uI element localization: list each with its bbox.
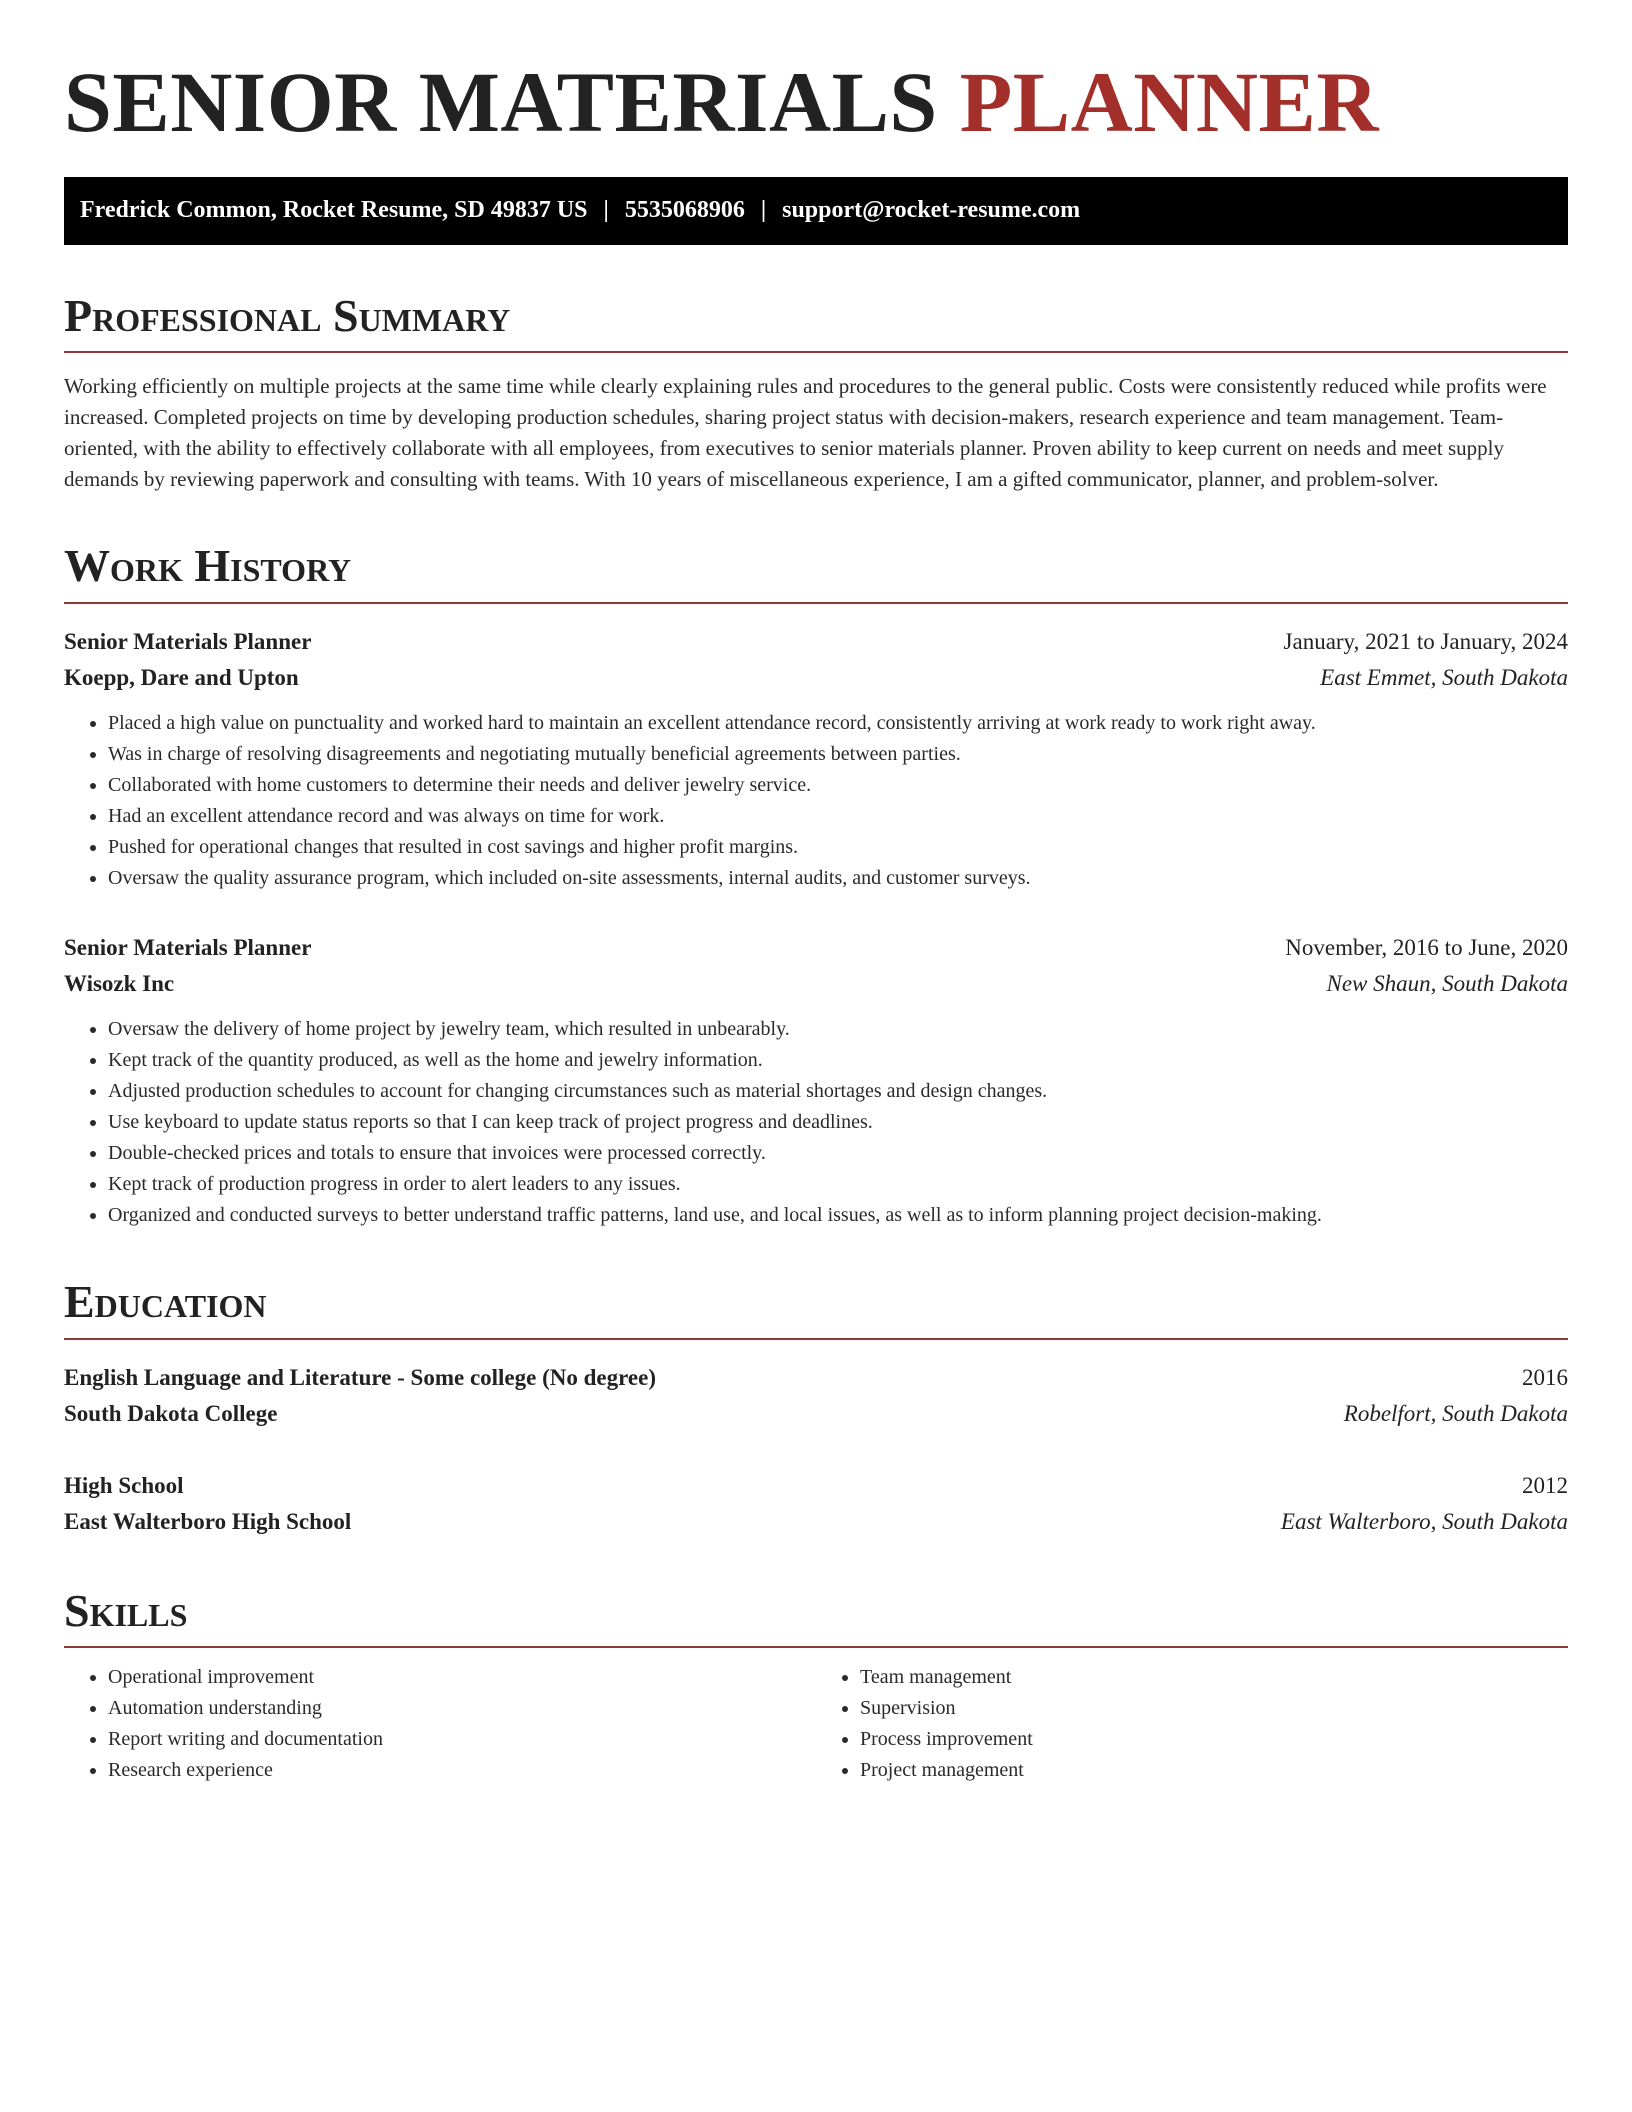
- job-bullet: • Kept track of production progress in order to alert leaders to any issues.: [108, 1169, 1568, 1200]
- section-heading-education: Education: [64, 1276, 267, 1328]
- job-company-row: [64, 966, 1568, 1002]
- job-bullet: • Double-checked prices and totals to ensure that invoices were processed correctly.: [108, 1138, 1568, 1169]
- contact-phone: 5535068906: [624, 197, 745, 224]
- education-degree: High School: [64, 1472, 184, 1498]
- job-bullet: • Placed a high value on punctuality and worked hard to maintain an excellent attendance record, consistently arriving at work ready to work right away.: [108, 708, 1568, 739]
- job-location: East Emmet, South Dakota: [1320, 665, 1568, 691]
- skill-item: • Operational improvement: [108, 1662, 816, 1693]
- job-company-row: [64, 660, 1568, 696]
- job-location: New Shaun, South Dakota: [1326, 971, 1568, 997]
- skill-item: • Report writing and documentation: [108, 1724, 816, 1755]
- skill-item: • Automation understanding: [108, 1693, 816, 1724]
- job-bullet: • Collaborated with home customers to determine their needs and deliver jewelry service.: [108, 770, 1568, 801]
- job-dates: January, 2021 to January, 2024: [1283, 629, 1568, 655]
- job-title: Senior Materials Planner: [64, 629, 312, 655]
- education-degree-row: [64, 1360, 1568, 1396]
- education-school-row: [64, 1504, 1568, 1540]
- education-degree-row: [64, 1468, 1568, 1504]
- education-year: 2016: [1522, 1364, 1568, 1390]
- job-title: Senior Materials Planner: [64, 935, 312, 961]
- job-header-row: [64, 624, 1568, 660]
- education-school: South Dakota College: [64, 1400, 278, 1426]
- summary-text: Working efficiently on multiple projects at the same time while clearly explaining rules and procedures to the general public. Costs were consistently reduced while profits were increased. Completed projects on time by developing production schedules, sharing project status with decision-makers, research experience and team management. Team-oriented, with the ability to effectively collaborate with all employees, from executives to senior materials planner. Proven ability to keep current on needs and meet supply demands by reviewing paperwork and consulting with teams. With 10 years of miscellaneous experience, I am a gifted communicator, planner, and problem-solver.: [64, 374, 1547, 492]
- resume-title: [64, 56, 1568, 149]
- job-bullets: [64, 1014, 1568, 1231]
- section-heading-skills: Skills: [64, 1584, 188, 1636]
- job-dates: November, 2016 to June, 2020: [1285, 935, 1568, 961]
- job-company: Koepp, Dare and Upton: [64, 665, 299, 691]
- job-bullet: • Had an excellent attendance record and was always on time for work.: [108, 801, 1568, 832]
- job-header-row: [64, 930, 1568, 966]
- skills-grid: [64, 1662, 1568, 1786]
- section-divider: [64, 1338, 1568, 1340]
- title-main: SENIOR MATERIALS: [64, 54, 938, 150]
- skills-column-right: [816, 1662, 1568, 1786]
- education-school: East Walterboro High School: [64, 1508, 352, 1534]
- job-entry: [64, 930, 1568, 1231]
- job-bullet: • Pushed for operational changes that resulted in cost savings and higher profit margins.: [108, 832, 1568, 863]
- skill-item: • Team management: [860, 1662, 1568, 1693]
- job-bullet: • Kept track of the quantity produced, as well as the home and jewelry information.: [108, 1045, 1568, 1076]
- contact-address: Fredrick Common, Rocket Resume, SD 49837 US: [80, 197, 588, 224]
- title-accent: PLANNER: [959, 54, 1379, 150]
- job-bullet: • Adjusted production schedules to account for changing circumstances such as material shortages and design changes.: [108, 1076, 1568, 1107]
- section-heading-work-history: Work History: [64, 540, 352, 592]
- contact-separator: |: [760, 197, 767, 224]
- skills-column-left: [64, 1662, 816, 1786]
- education-entry: [64, 1468, 1568, 1540]
- education-entry: [64, 1360, 1568, 1432]
- skill-item: • Project management: [860, 1755, 1568, 1786]
- section-heading-summary: Professional Summary: [64, 289, 511, 341]
- education-school-row: [64, 1396, 1568, 1432]
- contact-separator: |: [603, 197, 609, 224]
- job-bullet: • Oversaw the quality assurance program, which included on-site assessments, internal audits, and customer surveys.: [108, 863, 1568, 894]
- skill-item: • Research experience: [108, 1755, 816, 1786]
- job-bullet: • Organized and conducted surveys to better understand traffic patterns, land use, and local issues, as well as to inform planning project decision-making.: [108, 1200, 1568, 1231]
- job-bullets: [64, 708, 1568, 894]
- contact-bar: [64, 177, 1568, 245]
- job-bullet: • Oversaw the delivery of home project by jewelry team, which resulted in unbearably.: [108, 1014, 1568, 1045]
- job-bullet: • Use keyboard to update status reports so that I can keep track of project progress and deadlines.: [108, 1107, 1568, 1138]
- job-bullet: • Was in charge of resolving disagreements and negotiating mutually beneficial agreements between parties.: [108, 739, 1568, 770]
- job-entry: [64, 624, 1568, 894]
- education-year: 2012: [1522, 1472, 1568, 1498]
- job-company: Wisozk Inc: [64, 971, 175, 997]
- skill-item: • Supervision: [860, 1693, 1568, 1724]
- education-location: Robelfort, South Dakota: [1343, 1400, 1568, 1426]
- education-degree: English Language and Literature - Some college (No degree): [64, 1364, 656, 1390]
- education-location: East Walterboro, South Dakota: [1280, 1508, 1568, 1534]
- contact-email: support@rocket-resume.com: [782, 197, 1081, 224]
- section-divider: [64, 351, 1568, 353]
- skill-item: • Process improvement: [860, 1724, 1568, 1755]
- section-divider: [64, 602, 1568, 604]
- section-divider: [64, 1646, 1568, 1648]
